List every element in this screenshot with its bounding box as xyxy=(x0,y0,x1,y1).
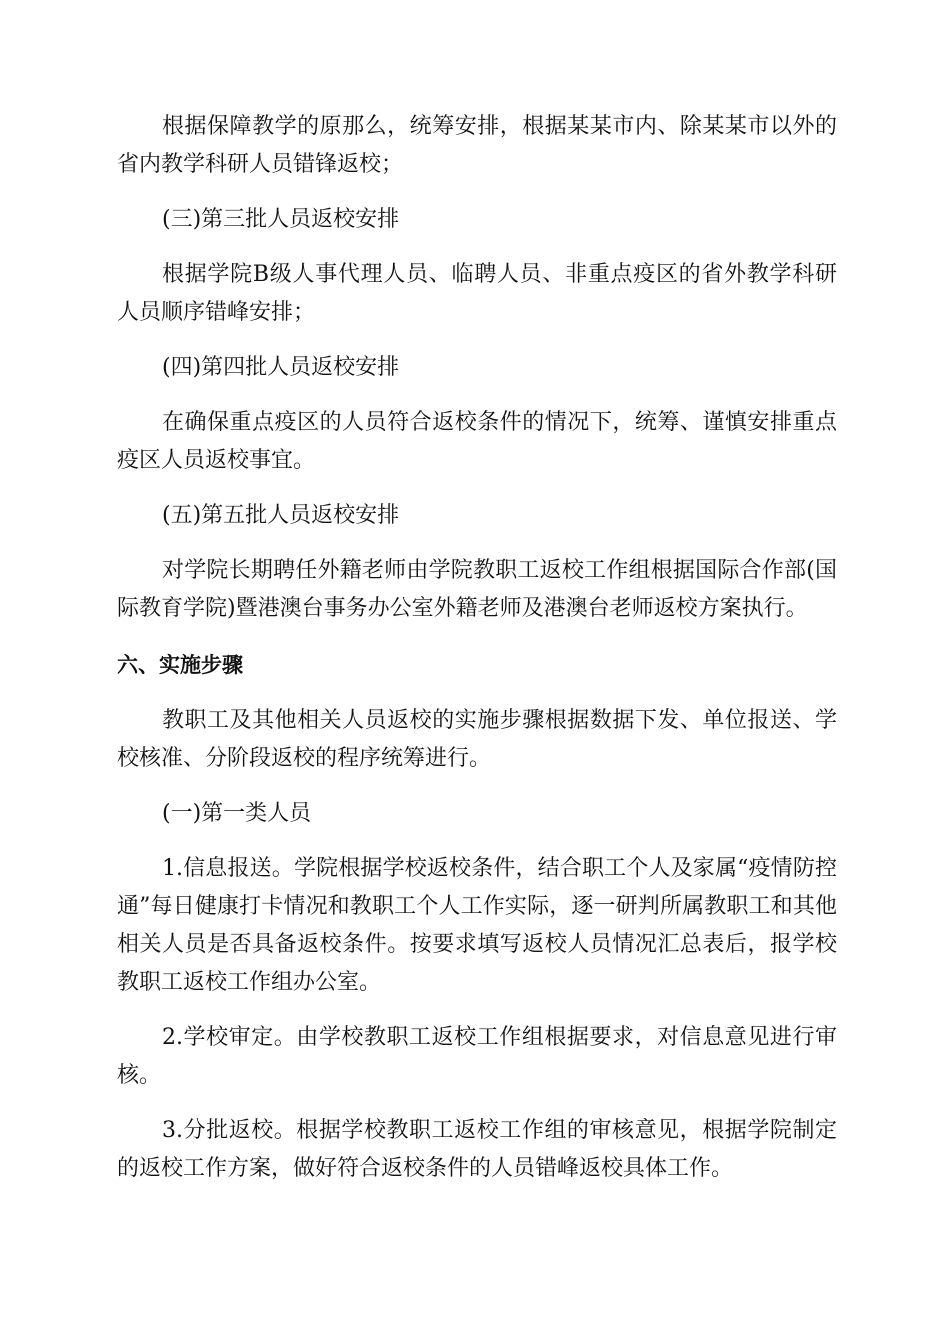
paragraph-step-school-review: 2.学校审定。由学校教职工返校工作组根据要求，对信息意见进行审核。 xyxy=(117,1025,837,1088)
document-page xyxy=(117,108,837,1188)
subheading-first-category: (一)第一类人员 xyxy=(162,801,312,826)
paragraph-step-info-report: 1.信息报送。学院根据学校返校条件，结合职工个人及家属“疫情防控通”每日健康打卡情况和教职工个人工作实际，逐一研判所属教职工和其他相关人员是否具备返校条件。按要求填写返校人员情况汇总表后，报学校教职工返校工作组办公室。 xyxy=(117,856,837,995)
paragraph-step-batch-return: 3.分批返校。根据学校教职工返校工作组的审核意见，根据学院制定的返校工作方案，做好符合返校条件的人员错峰返校具体工作。 xyxy=(117,1118,837,1181)
paragraph-fourth-batch: 在确保重点疫区的人员符合返校条件的情况下，统筹、谨慎安排重点疫区人员返校事宜。 xyxy=(117,410,837,473)
subheading-third-batch: (三)第三批人员返校安排 xyxy=(162,207,400,232)
paragraph-province-staff: 根据保障教学的原那么，统筹安排，根据某某市内、除某某市以外的省内教学科研人员错锋返校； xyxy=(117,114,837,177)
section-heading-implementation: 六、实施步骤 xyxy=(117,653,243,677)
paragraph-implementation-intro: 教职工及其他相关人员返校的实施步骤根据数据下发、单位报送、学校核准、分阶段返校的程序统筹进行。 xyxy=(117,708,837,771)
paragraph-third-batch: 根据学院B级人事代理人员、临聘人员、非重点疫区的省外教学科研人员顺序错峰安排； xyxy=(117,262,837,325)
paragraph-fifth-batch: 对学院长期聘任外籍老师由学院教职工返校工作组根据国际合作部(国际教育学院)暨港澳台事务办公室外籍老师及港澳台老师返校方案执行。 xyxy=(117,558,837,621)
subheading-fourth-batch: (四)第四批人员返校安排 xyxy=(162,355,400,380)
subheading-fifth-batch: (五)第五批人员返校安排 xyxy=(162,503,400,528)
